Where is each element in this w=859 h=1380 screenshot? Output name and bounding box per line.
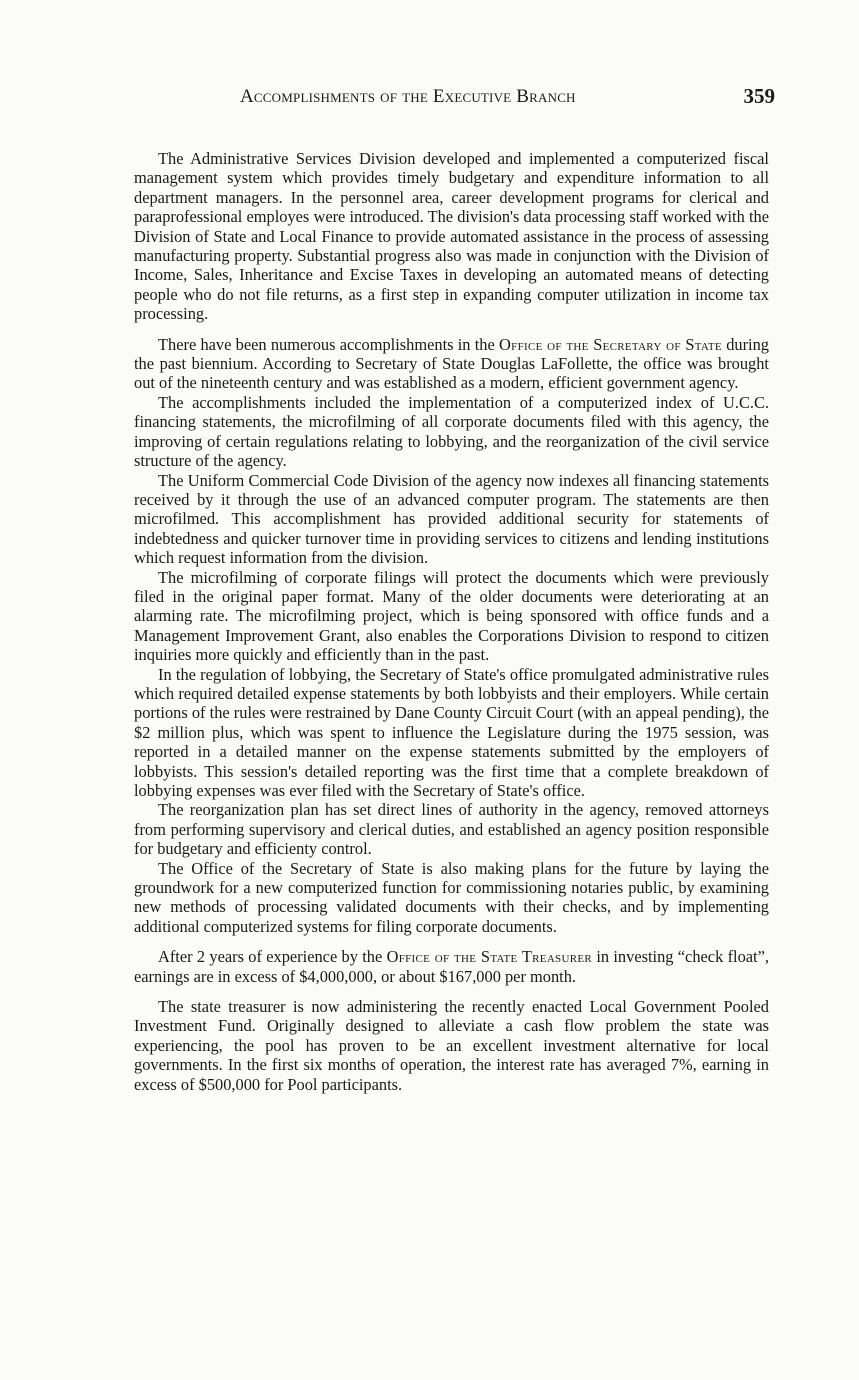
page-number: 359 bbox=[743, 84, 775, 108]
paragraph-text: in investing “check float”, earnings are in excess of $4,000,000, or about $167,000 per month. bbox=[134, 947, 769, 986]
paragraph-future-plans: The Office of the Secretary of State is also making plans for the future by laying the groundwork for a new computerized function for commissioning notaries public, by examining new methods of processing validated documents with their checks, and by implementing additional computerized systems for filing corporate documents. bbox=[134, 858, 769, 936]
paragraph-text: After 2 years of experience by the bbox=[158, 947, 387, 967]
paragraph-administrative-services: The Administrative Services Division developed and implemented a computerized fiscal management system which provides timely budgetary and expenditure information to all department managers. In the personnel area, career development programs for clerical and paraprofessional employes were introduced. The division's data processing staff worked with the Division of State and Local Finance to provide automated assistance in the process of assessing manufacturing property. Substantial progress also was made in conjunction with the Division of Income, Sales, Inheritance and Excise Taxes in developing an automated means of detecting people who do not file returns, as a first step in expanding computer utilization in income tax processing. bbox=[134, 149, 769, 324]
office-name-secretary-of-state: Office of the Secretary of State bbox=[499, 334, 722, 354]
paragraph-microfilming: The microfilming of corporate filings will protect the documents which were previously filed in the original paper format. Many of the older documents were deteriorating at an alarming rate. The microfilming project, which is being sponsored with office funds and a Management Improvement Grant, also enables the Corporations Division to respond to citizen inquiries more quickly and efficiently than in the past. bbox=[134, 567, 769, 665]
paragraph-accomplishments: The accomplishments included the implementation of a computerized index of U.C.C. financing statements, the microfilming of all corporate documents filed with this agency, the improving of certain regulations relating to lobbying, and the reorganization of the civil service structure of the agency. bbox=[134, 392, 769, 471]
paragraph-state-treasurer bbox=[134, 947, 769, 986]
running-head: Accomplishments of the Executive Branch bbox=[240, 86, 576, 107]
paragraph-text: during the past biennium. According to Secretary of State Douglas LaFollette, the office was brought out of the nineteenth century and was established as a modern, efficient government agency. bbox=[134, 334, 769, 393]
paragraph-reorganization: The reorganization plan has set direct lines of authority in the agency, removed attorneys from performing supervisory and clerical duties, and established an agency position responsible for budgetary and efficienty control. bbox=[134, 800, 769, 859]
body-text bbox=[134, 149, 769, 1094]
paragraph-pooled-investment-fund: The state treasurer is now administering the recently enacted Local Government Pooled Investment Fund. Originally designed to alleviate a cash flow problem the state was experiencing, the pool has proven to be an excellent investment alternative for local governments. In the first six months of operation, the interest rate has averaged 7%, earning in excess of $500,000 for Pool participants. bbox=[134, 997, 769, 1094]
paragraph-text: There have been numerous accomplishments in the bbox=[158, 334, 500, 354]
paragraph-lobbying: In the regulation of lobbying, the Secretary of State's office promulgated administrative rules which required detailed expense statements by both lobbyists and their employers. While certain portions of the rules were restrained by Dane County Circuit Court (with an appeal pending), the $2 million plus, which was spent to influence the Legislature during the 1975 session, was reported in a detailed manner on the expense statements submitted by the employers of lobbyists. This session's detailed reporting was the first time that a complete breakdown of lobbying expenses was ever filed with the Secretary of State's office. bbox=[134, 664, 769, 800]
paragraph-ucc-division: The Uniform Commercial Code Division of the agency now indexes all financing statements received by it through the use of an advanced computer program. The statements are then microfilmed. This accomplishment has provided additional security for statements of indebtedness and quicker turnover time in providing services to citizens and lending institutions which request information from the division. bbox=[134, 470, 769, 568]
page-header bbox=[240, 86, 775, 112]
paragraph-secretary-of-state-intro bbox=[134, 335, 769, 393]
office-name-state-treasurer: Office of the State Treasurer bbox=[386, 947, 593, 967]
